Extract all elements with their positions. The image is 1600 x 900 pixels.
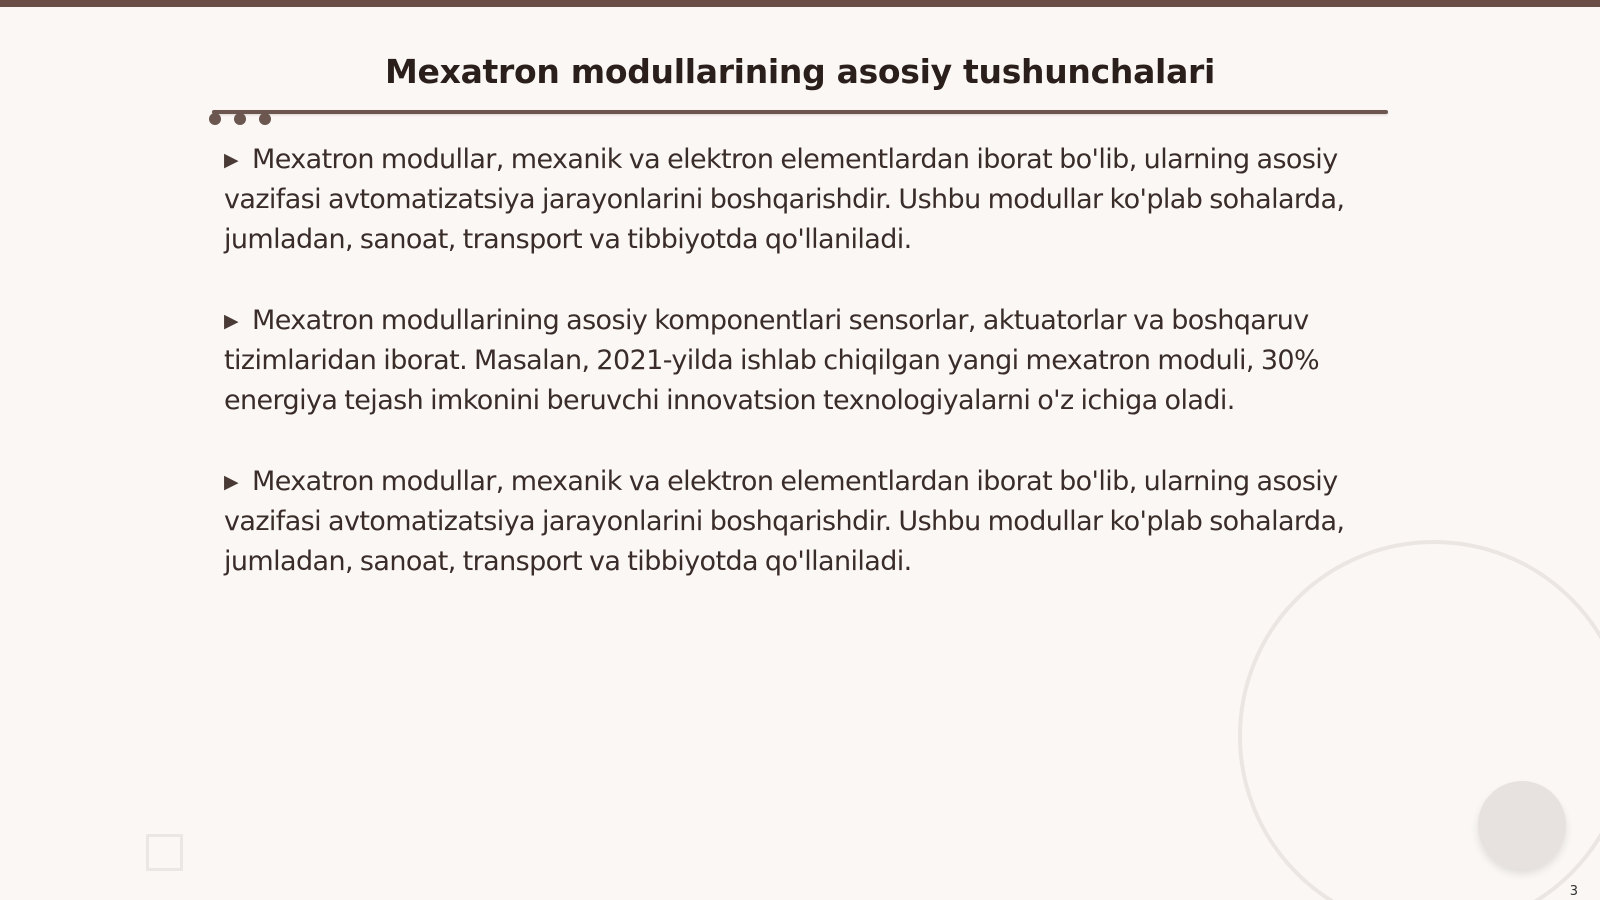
bullet-text-3: Mexatron modullar, mexanik va elektron elementlardan iborat bo'lib, ularning asosiy vazifasi avtomatizatsiya jarayonlarini boshqarishdir. Ushbu modullar ko'plab sohalarda, jumladan, sanoat, transport va tibbiyotda qo'llaniladi. (224, 466, 1345, 577)
bullet-paragraph-2 (224, 301, 1384, 421)
triangle-right-icon: ▶ (224, 149, 239, 171)
decor-dot-3 (259, 113, 271, 125)
decor-dot-1 (209, 113, 221, 125)
decorative-square (146, 834, 183, 871)
decorative-ball (1478, 781, 1566, 869)
decor-dot-2 (234, 113, 246, 125)
page-number: 3 (1569, 884, 1578, 899)
top-accent-bar (0, 0, 1600, 7)
bullet-list (224, 140, 1384, 623)
bullet-paragraph-3 (224, 462, 1384, 582)
slide-title: Mexatron modullarining asosiy tushunchalari (384, 52, 1216, 91)
bullet-text-2: Mexatron modullarining asosiy komponentlari sensorlar, aktuatorlar va boshqaruv tizimlaridan iborat. Masalan, 2021-yilda ishlab chiqilgan yangi mexatron moduli, 30% energiya tejash imkonini beruvchi innovatsion texnologiyalarni o'z ichiga oladi. (224, 305, 1320, 416)
triangle-right-icon: ▶ (224, 310, 239, 332)
bullet-paragraph-1 (224, 140, 1384, 260)
title-underline (212, 110, 1388, 114)
triangle-right-icon: ▶ (224, 471, 239, 493)
bullet-text-1: Mexatron modullar, mexanik va elektron elementlardan iborat bo'lib, ularning asosiy vazifasi avtomatizatsiya jarayonlarini boshqarishdir. Ushbu modullar ko'plab sohalarda, jumladan, sanoat, transport va tibbiyotda qo'llaniladi. (224, 144, 1345, 255)
